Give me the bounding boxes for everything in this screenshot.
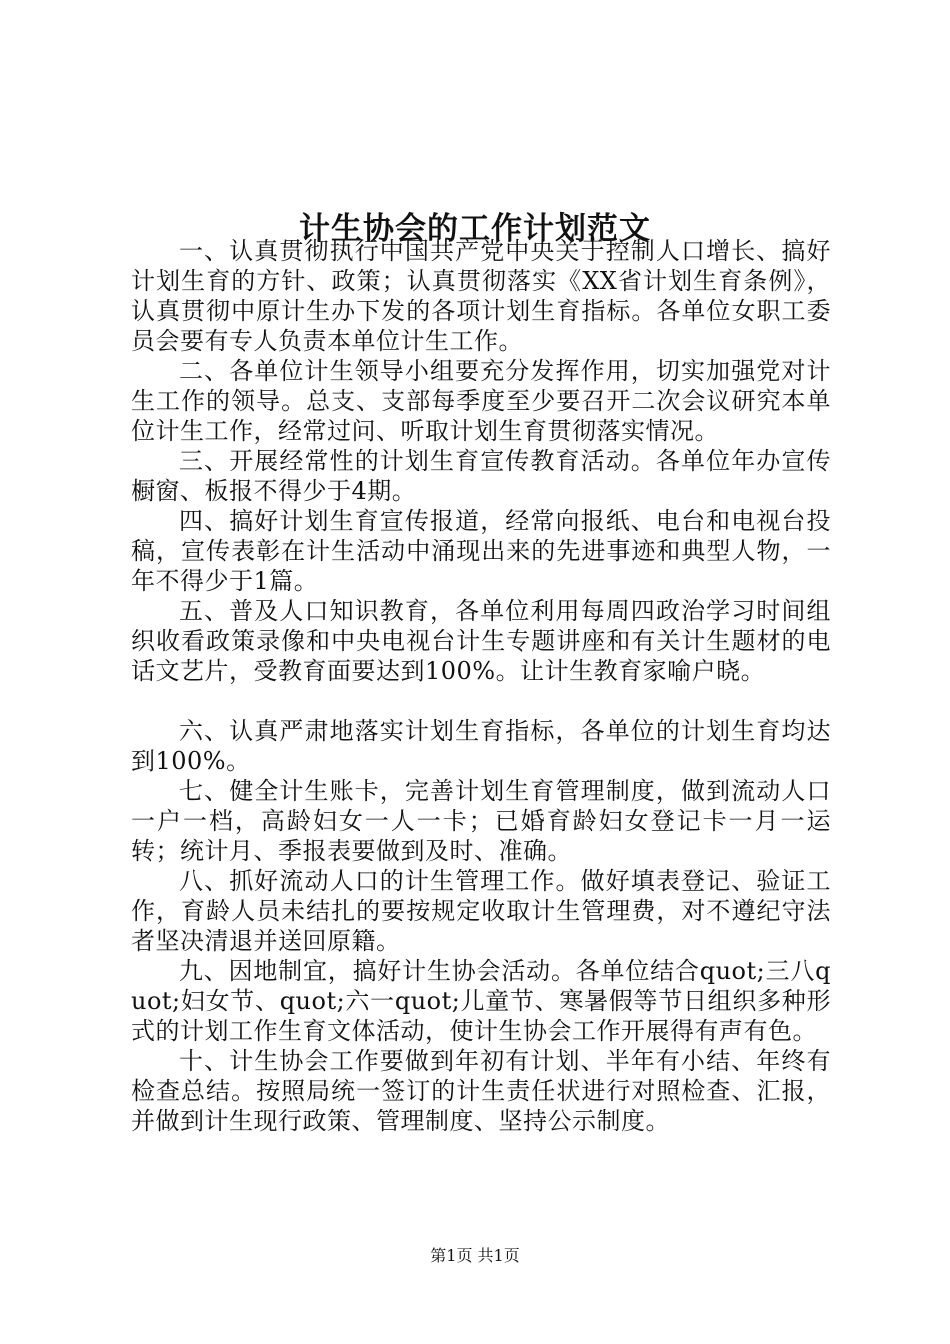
paragraph-1: 一、认真贯彻执行中国共产党中央关于控制人口增长、搞好计划生育的方针、政策；认真贯彻落实《XX省计划生育条例》，认真贯彻中原计生办下发的各项计划生育指标。各单位女职工委员会要有专人负责本单位计生工作。 [131, 237, 831, 355]
paragraph-2: 二、各单位计生领导小组要充分发挥作用，切实加强党对计生工作的领导。总支、支部每季度至少要召开二次会议研究本单位计生工作，经常过问、听取计划生育贯彻落实情况。 [131, 357, 831, 445]
paragraph-9: 九、因地制宜，搞好计生协会活动。各单位结合quot;三八quot;妇女节、quot;六一quot;儿童节、寒暑假等节日组织多种形式的计划工作生育文体活动，使计生协会工作开展得有声有色。 [131, 957, 831, 1045]
page-number-footer: 第1页 共1页 [430, 1246, 520, 1265]
paragraph-6: 六、认真严肃地落实计划生育指标，各单位的计划生育均达到100%。 [131, 717, 831, 775]
paragraph-3: 三、开展经常性的计划生育宣传教育活动。各单位年办宣传橱窗、板报不得少于4期。 [131, 447, 831, 505]
paragraph-7: 七、健全计生账卡，完善计划生育管理制度，做到流动人口一户一档，高龄妇女一人一卡；已婚育龄妇女登记卡一月一运转；统计月、季报表要做到及时、准确。 [131, 777, 831, 865]
document-body [131, 236, 831, 1136]
paragraph-4: 四、搞好计划生育宣传报道，经常向报纸、电台和电视台投稿，宣传表彰在计生活动中涌现出来的先进事迹和典型人物，一年不得少于1篇。 [131, 507, 831, 595]
paragraph-10: 十、计生协会工作要做到年初有计划、半年有小结、年终有检查总结。按照局统一签订的计生责任状进行对照检查、汇报，并做到计生现行政策、管理制度、坚持公示制度。 [131, 1047, 831, 1135]
paragraph-8: 八、抓好流动人口的计生管理工作。做好填表登记、验证工作，育龄人员未结扎的要按规定收取计生管理费，对不遵纪守法者坚决清退并送回原籍。 [131, 867, 831, 955]
document-title: 计生协会的工作计划范文 [299, 210, 651, 247]
paragraph-5: 五、普及人口知识教育，各单位利用每周四政治学习时间组织收看政策录像和中央电视台计生专题讲座和有关计生题材的电话文艺片，受教育面要达到100%。让计生教育家喻户晓。 [131, 597, 831, 685]
